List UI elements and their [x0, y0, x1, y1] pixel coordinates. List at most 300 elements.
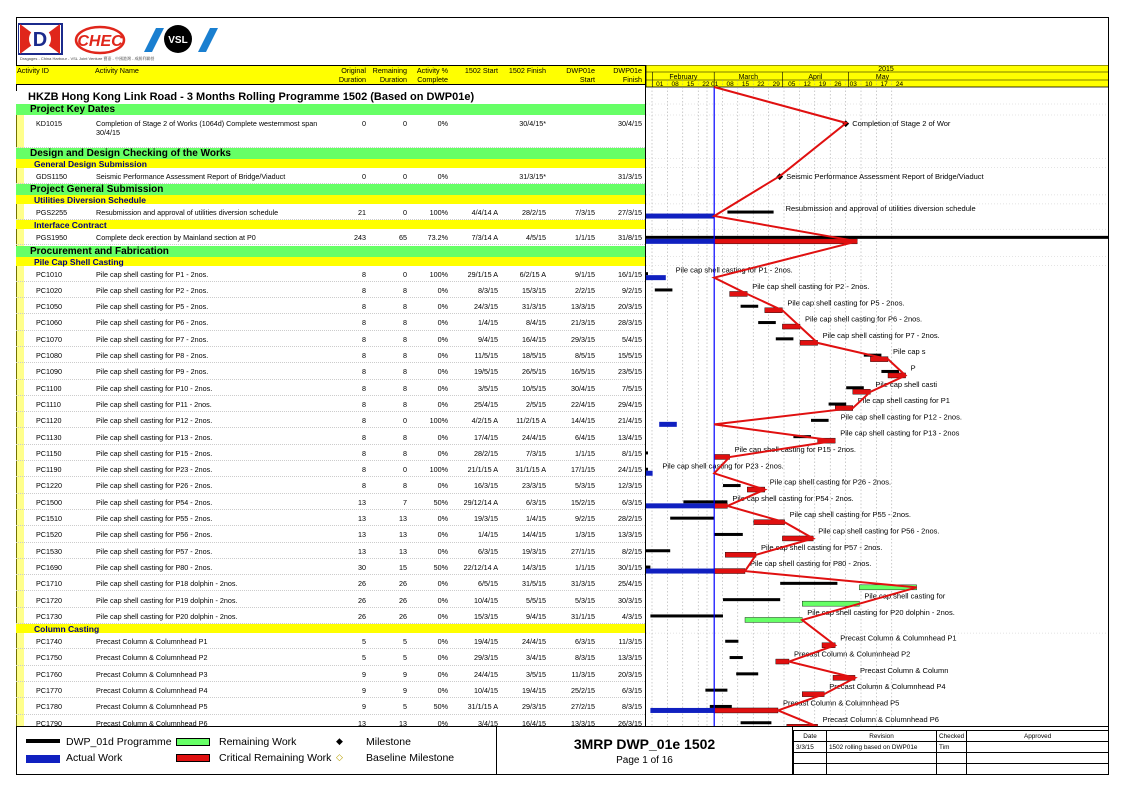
col-1502-start[interactable]: 1502 Start [464, 66, 498, 75]
activity-name: Pile cap shell casting for P19 dolphin - 2nos. [96, 595, 238, 605]
start-1502: 3/4/15 [478, 718, 498, 726]
baseline-bar [646, 451, 648, 454]
finish-1502: 23/3/15 [522, 481, 546, 491]
week-label: 15 [741, 81, 750, 88]
bar-label: Pile cap shell casting for P13 - 2nos [840, 428, 960, 438]
percent-complete: 0% [437, 351, 448, 360]
original-duration: 26 [358, 579, 366, 589]
activity-row[interactable] [16, 608, 645, 624]
finish-1502: 24/4/15 [522, 432, 546, 442]
remaining-duration: 0 [403, 416, 407, 426]
start-1502: 16/3/15 [474, 481, 498, 491]
activity-row[interactable] [16, 543, 645, 559]
col-remaining-duration[interactable]: Remaining Duration [372, 66, 407, 84]
finish-1502: 14/4/15 [522, 530, 546, 540]
activity-name: Completion of Stage 2 of Works (1064d) Complete westernmost span 30/4/15 [96, 119, 318, 137]
actual-bar [646, 275, 666, 280]
title-box [496, 726, 793, 775]
legend-programme: DWP_01d Programme [66, 736, 172, 748]
activity-row[interactable] [16, 510, 645, 526]
activity-row[interactable] [16, 115, 645, 148]
activity-row[interactable] [16, 575, 645, 591]
activity-id: PC1690 [36, 562, 62, 572]
activity-name: Seismic Performance Assessment Report of Bridge/Viaduct [96, 171, 286, 181]
finish-1502: 24/4/15 [522, 637, 546, 647]
finish-1502: 5/5/15 [526, 595, 546, 605]
dwp-finish: 11/3/15 [618, 637, 642, 647]
finish-1502: 30/4/15* [519, 119, 546, 128]
activity-row[interactable] [16, 649, 645, 665]
original-duration: 8 [362, 302, 366, 312]
col-activity-id[interactable]: Activity ID [17, 66, 49, 75]
activity-name: Precast Column & Columnhead P6 [96, 718, 208, 726]
percent-complete: 73.2% [427, 233, 448, 243]
original-duration: 8 [362, 367, 366, 377]
remaining-duration: 13 [399, 530, 407, 540]
remaining-duration: 13 [399, 514, 407, 523]
finish-1502: 3/4/15 [526, 653, 546, 663]
bar-label: Pile cap shell casting for P23 - 2nos. [662, 461, 784, 471]
activity-row[interactable] [16, 396, 645, 412]
activity-id: PC1100 [36, 383, 62, 393]
finish-1502: 7/3/15 [526, 448, 546, 458]
start-1502: 21/1/15 A [467, 465, 498, 475]
activity-name: Pile cap shell casting for P10 - 2nos. [96, 383, 213, 393]
activity-id: PC1710 [36, 579, 62, 589]
bar-label: P [910, 363, 916, 373]
activity-row[interactable] [16, 204, 645, 220]
percent-complete: 0% [437, 432, 448, 442]
activity-row[interactable] [16, 633, 645, 649]
activity-row[interactable] [16, 477, 645, 493]
bar-label: Pile cap shell casting for P80 - 2nos. [750, 559, 872, 569]
remaining-duration: 15 [399, 562, 407, 572]
start-1502: 19/5/15 [474, 367, 498, 377]
activity-row[interactable] [16, 314, 645, 330]
activity-row[interactable] [16, 682, 645, 698]
group-label: Interface Contract [34, 220, 107, 231]
activity-row[interactable] [16, 559, 645, 575]
activity-table [16, 86, 645, 726]
wbs-group-header[interactable] [16, 246, 645, 257]
remaining-duration: 26 [399, 611, 407, 621]
activity-row[interactable] [16, 494, 645, 510]
percent-complete: 0% [437, 383, 448, 393]
month-label: May [875, 74, 890, 81]
dwp-start: 1/1/15 [575, 233, 595, 243]
dwp-finish: 7/5/15 [622, 383, 642, 393]
remaining-duration: 0 [403, 269, 407, 279]
activity-row[interactable] [16, 445, 645, 461]
activity-row[interactable] [16, 666, 645, 682]
activity-name: Resubmission and approval of utilities diversion schedule [96, 207, 279, 217]
percent-complete: 0% [437, 653, 448, 663]
finish-1502: 14/3/15 [522, 562, 546, 572]
start-1502: 29/12/14 A [463, 497, 498, 507]
wbs-subgroup-header[interactable] [16, 159, 645, 168]
start-1502: 10/4/15 [474, 595, 498, 605]
activity-name: Precast Column & Columnhead P1 [96, 637, 208, 647]
remaining-duration: 26 [399, 595, 407, 605]
bar-label: Pile cap shell casting for P54 - 2nos. [732, 493, 854, 503]
bar-label: Pile cap shell casting for P56 - 2nos. [818, 526, 940, 536]
percent-complete: 0% [437, 595, 448, 605]
activity-id: PGS1950 [36, 233, 68, 243]
dwp-start: 6/3/15 [575, 637, 595, 647]
activity-row[interactable] [16, 715, 645, 726]
remaining-duration: 9 [403, 686, 407, 695]
wbs-subgroup-header[interactable] [16, 624, 645, 633]
activity-name: Precast Column & Columnhead P2 [96, 653, 208, 663]
activity-id: PC1730 [36, 611, 62, 621]
original-duration: 13 [358, 546, 366, 556]
baseline-bar [714, 533, 743, 536]
start-1502: 19/3/15 [474, 514, 498, 523]
activity-name: Pile cap shell casting for P56 - 2nos. [96, 530, 213, 540]
dwp-start: 13/3/15 [571, 302, 595, 312]
original-duration: 8 [362, 448, 366, 458]
activity-row[interactable] [16, 412, 645, 428]
baseline-bar [723, 598, 780, 601]
week-label: 22 [757, 81, 765, 88]
activity-row[interactable] [16, 461, 645, 477]
dwp-finish: 28/2/15 [618, 514, 642, 523]
finish-1502: 19/3/15 [522, 546, 546, 556]
dwp-start: 8/3/15 [575, 653, 595, 663]
activity-row[interactable] [16, 526, 645, 542]
activity-name: Pile cap shell casting for P13 - 2nos. [96, 432, 213, 442]
col-dwp01e-start[interactable]: DWP01e Start [566, 66, 595, 84]
dwp-finish: 8/3/15 [622, 702, 642, 712]
legend-baseline-milestone: Baseline Milestone [366, 752, 455, 764]
finish-1502: 16/4/15 [522, 718, 546, 726]
percent-complete: 100% [429, 416, 448, 426]
activity-id: PC1120 [36, 416, 62, 426]
activity-id: PC1070 [36, 334, 62, 344]
bar-label: Seismic Performance Assessment Report of Bridge/Viaduct [786, 171, 984, 181]
week-label: 17 [880, 81, 888, 88]
baseline-bar [725, 640, 738, 643]
start-1502: 4/4/14 A [471, 207, 498, 217]
activity-id: PC1080 [36, 351, 62, 360]
baseline-bar [683, 500, 727, 503]
start-1502: 6/3/15 [478, 546, 498, 556]
finish-1502: 6/3/15 [526, 497, 546, 507]
finish-1502: 31/5/15 [522, 579, 546, 589]
percent-complete: 100% [429, 207, 448, 217]
original-duration: 8 [362, 481, 366, 491]
activity-id: KD1015 [36, 119, 62, 128]
rev-description: 1502 rolling based on DWP01e [827, 742, 937, 753]
activity-id: PC1510 [36, 514, 62, 523]
svg-text:CHEC: CHEC [77, 33, 123, 50]
activity-id: PGS2255 [36, 207, 68, 217]
dwp-start: 27/1/15 [571, 546, 595, 556]
legend-swatch-critical [176, 754, 210, 762]
bar-label: Completion of Stage 2 of Wor [852, 119, 951, 128]
activity-row[interactable] [16, 168, 645, 184]
actual-bar [646, 569, 714, 574]
month-label: February [669, 74, 698, 81]
baseline-bar [655, 288, 673, 291]
group-label: Column Casting [34, 624, 100, 635]
group-label: Pile Cap Shell Casting [34, 256, 124, 267]
dwp-start: 9/2/15 [575, 514, 595, 523]
activity-name: Pile cap shell casting for P11 - 2nos. [96, 399, 212, 409]
original-duration: 8 [362, 383, 366, 393]
dragages-logo [18, 24, 62, 54]
original-duration: 13 [358, 497, 366, 507]
activity-id: PC1150 [36, 448, 62, 458]
group-label: Design and Design Checking of the Works [30, 147, 231, 159]
col-1502-finish[interactable]: 1502 Finish [508, 66, 546, 75]
remaining-duration: 8 [403, 302, 407, 312]
dwp-start: 21/3/15 [571, 318, 595, 328]
col-dwp01e-finish[interactable]: DWP01e Finish [613, 66, 642, 84]
activity-row[interactable] [16, 229, 645, 245]
remaining-duration: 65 [399, 233, 407, 243]
baseline-bar [646, 468, 648, 471]
remaining-duration: 8 [403, 432, 407, 442]
start-1502: 25/4/15 [474, 399, 498, 409]
original-duration: 13 [358, 514, 366, 523]
remaining-duration: 7 [403, 497, 407, 507]
dwp-start: 17/1/15 [571, 465, 595, 475]
baseline-bar [646, 236, 1108, 239]
wbs-group-header[interactable] [16, 148, 645, 159]
activity-row[interactable] [16, 298, 645, 314]
group-label: Utilities Diversion Schedule [34, 194, 146, 205]
activity-id: PC1780 [36, 702, 62, 712]
original-duration: 8 [362, 269, 366, 279]
group-label: General Design Submission [34, 158, 147, 169]
dwp-start: 9/1/15 [575, 269, 595, 279]
original-duration: 5 [362, 653, 366, 663]
wbs-subgroup-header[interactable] [16, 195, 645, 204]
activity-row[interactable] [16, 592, 645, 608]
dwp-start: 29/3/15 [571, 334, 595, 344]
legend-critical: Critical Remaining Work [219, 752, 332, 764]
original-duration: 9 [362, 669, 366, 679]
actual-bar [646, 214, 714, 219]
percent-complete: 0% [437, 318, 448, 328]
critical-remaining-bar [714, 708, 778, 713]
baseline-bar [776, 337, 794, 340]
dwp-start: 7/3/15 [575, 207, 595, 217]
legend-actual: Actual Work [66, 752, 123, 764]
activity-row[interactable] [16, 363, 645, 379]
activity-name: Pile cap shell casting for P57 - 2nos. [96, 546, 213, 556]
percent-complete: 0% [437, 530, 448, 540]
page-number: Page 1 of 16 [616, 755, 673, 766]
activity-name: Pile cap shell casting for P54 - 2nos. [96, 497, 213, 507]
baseline-bar [705, 689, 727, 692]
original-duration: 9 [362, 686, 366, 695]
week-label: 15 [686, 81, 695, 88]
week-label: 24 [895, 81, 904, 88]
original-duration: 8 [362, 334, 366, 344]
bar-label: Pile cap s [893, 347, 926, 357]
activity-id: PC1530 [36, 546, 62, 556]
remaining-duration: 8 [403, 351, 407, 360]
baseline-bar [758, 321, 776, 324]
remaining-duration: 5 [403, 702, 407, 712]
start-1502: 1/4/15 [478, 530, 498, 540]
col-percent-complete[interactable]: Activity % Complete [416, 66, 448, 84]
month-label: March [738, 74, 759, 81]
original-duration: 8 [362, 285, 366, 295]
dwp-start: 5/3/15 [575, 595, 595, 605]
dwp-finish: 13/3/15 [618, 530, 642, 540]
finish-1502: 15/3/15 [522, 285, 546, 295]
rev-checked: Tim [937, 742, 967, 753]
percent-complete: 0% [437, 481, 448, 491]
bar-label: Pile cap shell casting for [864, 591, 946, 601]
start-1502: 3/5/15 [478, 383, 498, 393]
activity-name: Pile cap shell casting for P1 - 2nos. [96, 269, 209, 279]
remaining-duration: 0 [403, 119, 407, 128]
finish-1502: 6/2/15 A [519, 269, 546, 279]
activity-id: PC1750 [36, 653, 62, 663]
remaining-duration: 5 [403, 637, 407, 647]
dwp-finish: 6/3/15 [622, 497, 642, 507]
start-1502: 24/3/15 [474, 302, 498, 312]
start-1502: 19/4/15 [474, 637, 498, 647]
activity-name: Pile cap shell casting for P6 - 2nos. [96, 318, 209, 328]
activity-name: Pile cap shell casting for P9 - 2nos. [96, 367, 209, 377]
activity-name: Pile cap shell casting for P15 - 2nos. [96, 448, 213, 458]
activity-row[interactable] [16, 429, 645, 445]
dwp-start: 6/4/15 [575, 432, 595, 442]
dwp-finish: 8/2/15 [622, 546, 642, 556]
dwp-finish: 30/3/15 [618, 595, 642, 605]
remaining-duration: 0 [403, 171, 407, 181]
wbs-subgroup-header[interactable] [16, 257, 645, 266]
remaining-duration: 8 [403, 383, 407, 393]
original-duration: 26 [358, 611, 366, 621]
critical-remaining-bar [725, 552, 756, 557]
start-1502: 15/3/15 [474, 611, 498, 621]
bar-label: Pile cap shell casting for P15 - 2nos. [734, 444, 856, 454]
percent-complete: 100% [429, 465, 448, 475]
week-label: 08 [671, 81, 679, 88]
finish-1502: 26/5/15 [522, 367, 546, 377]
dwp-finish: 5/4/15 [622, 334, 642, 344]
percent-complete: 0% [437, 399, 448, 409]
start-1502: 31/1/15 A [467, 702, 498, 712]
activity-row[interactable] [16, 347, 645, 363]
activity-id: PC1020 [36, 285, 62, 295]
activity-name: Pile cap shell casting for P7 - 2nos. [96, 334, 209, 344]
start-1502: 7/3/14 A [471, 233, 498, 243]
bar-label: Pile cap shell casting for P6 - 2nos. [805, 314, 923, 324]
activity-id: PC1500 [36, 497, 62, 507]
week-label: 10 [865, 81, 873, 88]
dwp-finish: 26/3/15 [618, 718, 642, 726]
start-1502: 11/5/15 [474, 351, 498, 360]
activity-row[interactable] [16, 282, 645, 298]
baseline-bar [646, 272, 648, 275]
col-original-duration[interactable]: Original Duration [338, 66, 366, 84]
revision-table [793, 730, 1109, 775]
col-activity-name[interactable]: Activity Name [95, 66, 139, 75]
rev-header-revision: Revision [827, 731, 937, 742]
dwp-start: 31/1/15 [571, 611, 595, 621]
baseline-bar [727, 211, 773, 214]
week-label: 01 [711, 81, 719, 88]
activity-name: Precast Column & Columnhead P4 [96, 686, 208, 695]
activity-row[interactable] [16, 266, 645, 282]
dwp-finish: 24/1/15 [618, 465, 642, 475]
remaining-duration: 8 [403, 334, 407, 344]
percent-complete: 0% [437, 669, 448, 679]
dwp-finish: 20/3/15 [618, 302, 642, 312]
start-1502: 29/3/15 [474, 653, 498, 663]
baseline-bar [646, 549, 670, 552]
wbs-group-header[interactable] [16, 184, 645, 195]
original-duration: 8 [362, 399, 366, 409]
percent-complete: 0% [437, 637, 448, 647]
percent-complete: 50% [433, 702, 448, 712]
legend-remaining: Remaining Work [219, 736, 297, 748]
start-1502: 6/5/15 [478, 579, 498, 589]
baseline-bar [846, 386, 864, 389]
week-label: 01 [656, 81, 664, 88]
percent-complete: 0% [437, 514, 448, 523]
original-duration: 8 [362, 432, 366, 442]
remaining-duration: 8 [403, 367, 407, 377]
dwp-finish: 29/4/15 [618, 399, 642, 409]
project-title[interactable] [16, 91, 645, 104]
wbs-subgroup-header[interactable] [16, 220, 645, 229]
bar-label: Pile cap shell casting for P5 - 2nos. [787, 298, 905, 308]
week-label: 22 [702, 81, 710, 88]
activity-id: PC1790 [36, 718, 62, 726]
dwp-start: 8/5/15 [575, 351, 595, 360]
activity-row[interactable] [16, 698, 645, 714]
wbs-group-header[interactable] [16, 104, 645, 115]
activity-row[interactable] [16, 380, 645, 396]
dwp-start: 1/1/15 [575, 448, 595, 458]
bar-label: Precast Column & Columnhead P1 [840, 633, 957, 643]
percent-complete: 0% [437, 579, 448, 589]
percent-complete: 50% [433, 562, 448, 572]
vsl-logo [144, 25, 218, 53]
activity-id: PC1090 [36, 367, 62, 377]
rev-header-date: Date [794, 731, 827, 742]
finish-1502: 9/4/15 [526, 611, 546, 621]
finish-1502: 29/3/15 [522, 702, 546, 712]
legend-swatch-programme [26, 739, 60, 743]
legend-swatch-actual [26, 755, 60, 763]
activity-id: PC1740 [36, 637, 62, 647]
week-label: 19 [818, 81, 827, 88]
milestone-icon: ◆ [842, 119, 850, 129]
dwp-finish: 8/1/15 [622, 448, 642, 458]
critical-remaining-bar [714, 239, 857, 244]
dwp-finish: 31/8/15 [618, 233, 642, 243]
remaining-duration: 5 [403, 653, 407, 663]
activity-name: Complete deck erection by Mainland section at P0 [96, 233, 256, 243]
original-duration: 8 [362, 351, 366, 360]
bar-label: Pile cap shell casting for P26 - 2nos. [769, 477, 892, 487]
activity-name: Pile cap shell casting for P2 - 2nos. [96, 285, 209, 295]
rev-date: 3/3/15 [794, 742, 827, 753]
actual-bar [646, 471, 653, 476]
schedule-title: 3MRP DWP_01e 1502 [573, 736, 716, 752]
bar-label: Resubmission and approval of utilities diversion schedule [785, 204, 976, 214]
activity-row[interactable] [16, 331, 645, 347]
